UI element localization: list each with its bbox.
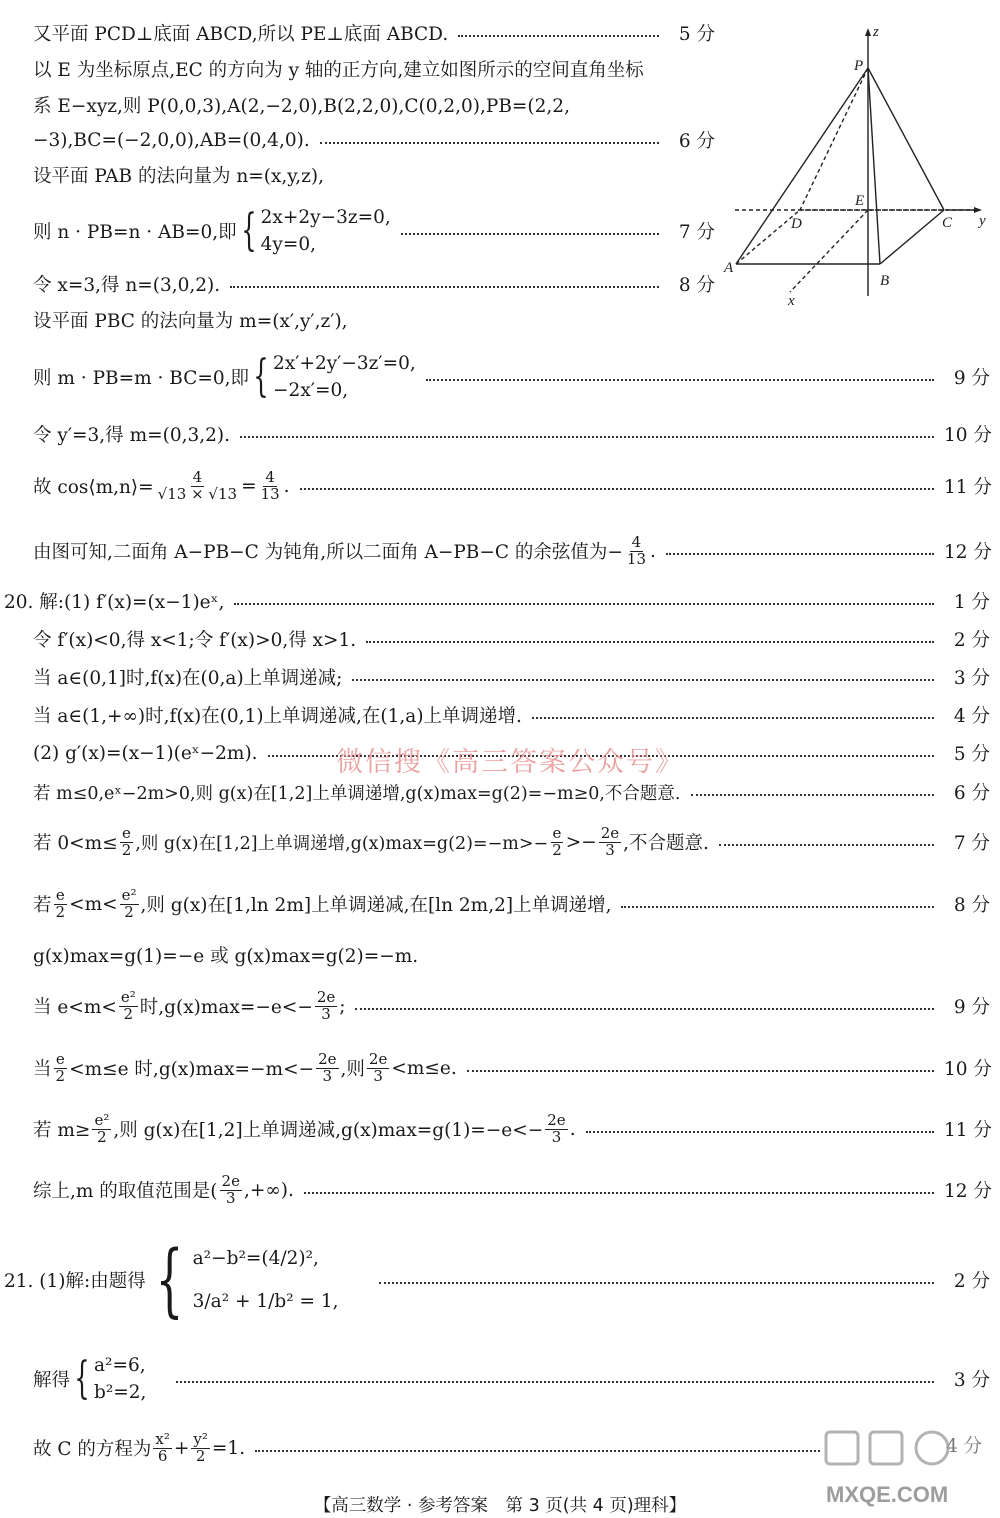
line-23: 当 $\frac{e}{2}$ <m≤e 时,g(x)max=−m<− $\frac{2e}{3}$ ,则 $\frac{2e}{3}$ <m≤e. 10 分 bbox=[33, 1049, 992, 1085]
line-16: 当 a∈(1,+∞)时,f(x)在(0,1)上单调递减,在(1,a)上单调递增. 4 分 bbox=[33, 706, 990, 727]
line-5: 设平面 PAB 的法向量为 n=(x,y,z), bbox=[33, 166, 325, 187]
label-E: E bbox=[855, 193, 865, 209]
line-11: 故 cos⟨m,n⟩= $\frac{4}{√13 \times √13}$ = $\frac{4}{13}$ . 11 分 bbox=[33, 467, 992, 503]
line-14: 令 f′(x)<0,得 x<1;令 f′(x)>0,得 x>1. 2 分 bbox=[33, 630, 990, 651]
line-25: 综上,m 的取值范围是( $\frac{2e}{3}$ ,+∞). 12 分 bbox=[33, 1171, 992, 1207]
line-26: 21. (1)解:由题得 { a²−b²=(4/2)², 3/a² + 1/b² = 1, 2 分 bbox=[4, 1233, 990, 1326]
line-12: 由图可知,二面角 A−PB−C 为钝角,所以二面角 A−PB−C 的余弦值为− $\frac{4}{13}$ . 12 分 bbox=[33, 532, 992, 568]
score-last: 4 分 bbox=[946, 1436, 983, 1457]
line-19: 若 0<m≤ $\frac{e}{2}$ ,则 g(x)在[1,2]上单调递增,g(x)max=g(2)=−m>− $\frac{e}{2}$ >− $\frac{2e}{3}$ ,不合题意. 7 分 bbox=[33, 823, 990, 859]
equation-system-2: { 2x′+2y′−3z′=0, −2x′=0, bbox=[253, 351, 416, 402]
watermark-text: 微信搜《高三答案公众号》 bbox=[336, 747, 684, 778]
line-20: 若 $\frac{e}{2}$ <m< $\frac{\text{e²}}{2}$ ,则 g(x)在[1,ln 2m]上单调递减,在[ln 2m,2]上单调递增, 8 分 bbox=[33, 885, 990, 921]
edge-PB bbox=[868, 68, 880, 264]
line-13: 20. 解:(1) f′(x)=(x−1)eˣ, 1 分 bbox=[4, 592, 990, 613]
page-footer: 【高三数学 · 参考答案 第 3 页(共 4 页)理科】 bbox=[313, 1496, 687, 1516]
label-A: A bbox=[724, 260, 734, 276]
line-27: 解得 { a²=6, b²=2, 3 分 bbox=[33, 1353, 990, 1404]
line-6: 则 n · PB=n · AB=0,即 { 2x+2y−3z=0, 4y=0, 7 分 bbox=[33, 205, 715, 256]
line-8: 设平面 PBC 的法向量为 m=(x′,y′,z′), bbox=[33, 311, 348, 332]
line-9: 则 m · PB=m · BC=0,即 { 2x′+2y′−3z′=0, −2x′=0, 9 分 bbox=[33, 351, 990, 402]
label-B: B bbox=[880, 273, 890, 289]
label-z: z bbox=[873, 24, 879, 40]
label-D: D bbox=[791, 216, 802, 232]
line-28: 故 C 的方程为 $\frac{\text{x²}}{6}$ + $\frac{\text{y²}}{2}$ =1. bbox=[0, 1424, 830, 1472]
label-x: x bbox=[788, 293, 795, 309]
line-7: 令 x=3,得 n=(3,0,2). 8 分 bbox=[33, 275, 715, 296]
line-21: g(x)max=g(1)=−e 或 g(x)max=g(2)=−m. bbox=[33, 946, 419, 967]
line-22: 当 e<m< $\frac{\text{e²}}{2}$ 时,g(x)max=−e<− $\frac{2e}{3}$ ; 9 分 bbox=[33, 987, 990, 1023]
edge-BC bbox=[880, 210, 944, 264]
label-y: y bbox=[979, 213, 986, 229]
line-4: −3),BC=(−2,0,0),AB=(0,4,0). 6 分 bbox=[33, 129, 715, 152]
line-10: 令 y′=3,得 m=(0,3,2). 10 分 bbox=[33, 425, 992, 446]
line-1: 又平面 PCD⊥底面 ABCD,所以 PE⊥底面 ABCD. 5 分 bbox=[0, 16, 715, 50]
line-17: (2) g′(x)=(x−1)(eˣ−2m). 5 分 bbox=[33, 742, 990, 765]
label-P: P bbox=[854, 58, 864, 74]
site-logo-text: MXQE.COM bbox=[826, 1482, 949, 1507]
line-3: 系 E−xyz,则 P(0,0,3),A(2,−2,0),B(2,2,0),C(0,2,0),PB=(2,2, bbox=[33, 96, 570, 117]
line-18: 若 m≤0,eˣ−2m>0,则 g(x)在[1,2]上单调递增,g(x)max=g(2)=−m≥0,不合题意. 6 分 bbox=[33, 783, 990, 804]
line-24: 若 m≥ $\frac{\text{e²}}{2}$ ,则 g(x)在[1,2]上单调递减,g(x)max=g(1)=−e<− $\frac{2e}{3}$ . 11 分 bbox=[33, 1110, 992, 1146]
edge-PC bbox=[868, 68, 944, 210]
line-2: 以 E 为坐标原点,EC 的方向为 y 轴的正方向,建立如图所示的空间直角坐标 bbox=[33, 60, 644, 81]
edge-PA bbox=[736, 68, 868, 264]
fraction: $\frac{4}{√13 \times √13}$ bbox=[157, 467, 238, 503]
label-C: C bbox=[942, 215, 953, 231]
z-arrow bbox=[865, 28, 871, 36]
line-15: 当 a∈(0,1]时,f(x)在(0,a)上单调递减; 3 分 bbox=[33, 668, 990, 689]
equation-system-3: { a²−b²=(4/2)², 3/a² + 1/b² = 1, bbox=[155, 1233, 339, 1326]
fraction: $\frac{4}{13}$ bbox=[260, 467, 280, 503]
score-5: 5 分 bbox=[678, 24, 715, 45]
equation-system-4: { a²=6, b²=2, bbox=[74, 1353, 147, 1404]
equation-system-1: { 2x+2y−3z=0, 4y=0, bbox=[240, 205, 391, 256]
pyramid-diagram bbox=[716, 20, 998, 312]
edge-PD bbox=[800, 68, 868, 210]
fraction: $\frac{4}{13}$ bbox=[626, 532, 646, 568]
